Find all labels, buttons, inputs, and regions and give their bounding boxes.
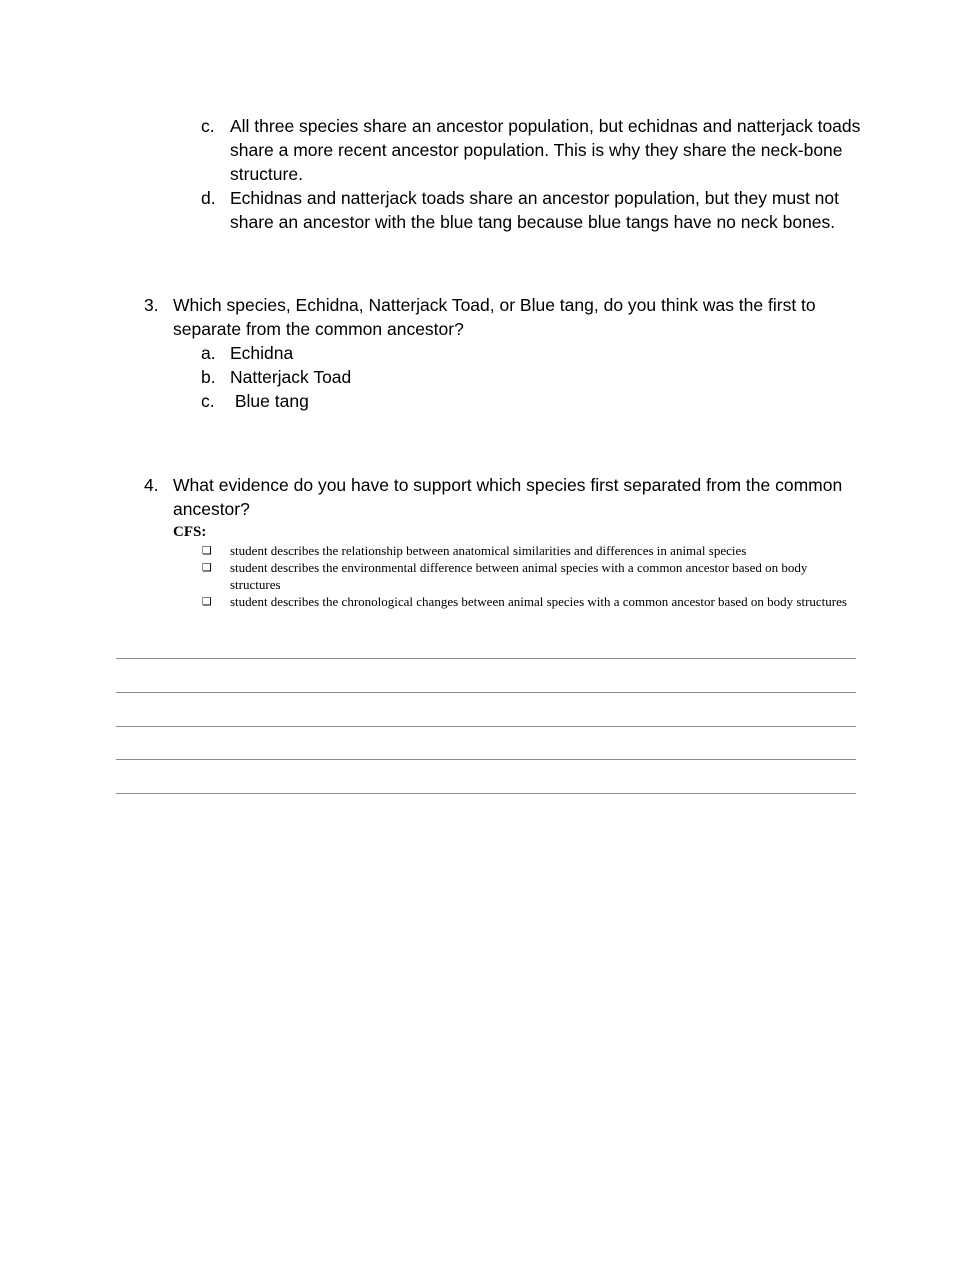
option-marker: c. bbox=[201, 116, 215, 136]
checkbox-icon: ❏ bbox=[202, 544, 212, 557]
answer-line[interactable] bbox=[116, 692, 856, 693]
cfs-item-3: student describes the chronological changes between animal species with a common ancestor based on body structures bbox=[230, 594, 847, 609]
q3-option-c: Blue tang bbox=[230, 391, 309, 411]
answer-line[interactable] bbox=[116, 793, 856, 794]
cfs-item-1: student describes the relationship between anatomical similarities and differences in animal species bbox=[230, 543, 747, 558]
answer-line[interactable] bbox=[116, 726, 856, 727]
question-number: 4. bbox=[144, 475, 159, 495]
q3-option-b: Natterjack Toad bbox=[230, 367, 352, 387]
option-marker: a. bbox=[201, 343, 216, 363]
question-4-text: What evidence do you have to support which species first separated from the common ancestor? bbox=[173, 475, 843, 519]
cfs-item-2: student describes the environmental difference between animal species with a common ancestor based on body structures bbox=[230, 560, 808, 592]
question-3-text: Which species, Echidna, Natterjack Toad, or Blue tang, do you think was the first to separate from the common ancestor? bbox=[173, 295, 816, 339]
q2-option-d: Echidnas and natterjack toads share an ancestor population, but they must not share an ancestor with the blue tang because blue tangs have no neck bones. bbox=[230, 188, 839, 232]
option-marker: b. bbox=[201, 367, 216, 387]
answer-line[interactable] bbox=[116, 658, 856, 659]
q3-option-a: Echidna bbox=[230, 343, 294, 363]
checkbox-icon: ❏ bbox=[202, 595, 212, 608]
cfs-label: CFS: bbox=[173, 524, 207, 540]
checkbox-icon: ❏ bbox=[202, 561, 212, 574]
q2-option-c: All three species share an ancestor population, but echidnas and natterjack toads share a more recent ancestor population. This is why they share the neck-bone structure. bbox=[230, 116, 861, 184]
option-marker: c. bbox=[201, 391, 215, 411]
option-marker: d. bbox=[201, 188, 216, 208]
question-number: 3. bbox=[144, 295, 159, 315]
answer-line[interactable] bbox=[116, 759, 856, 760]
